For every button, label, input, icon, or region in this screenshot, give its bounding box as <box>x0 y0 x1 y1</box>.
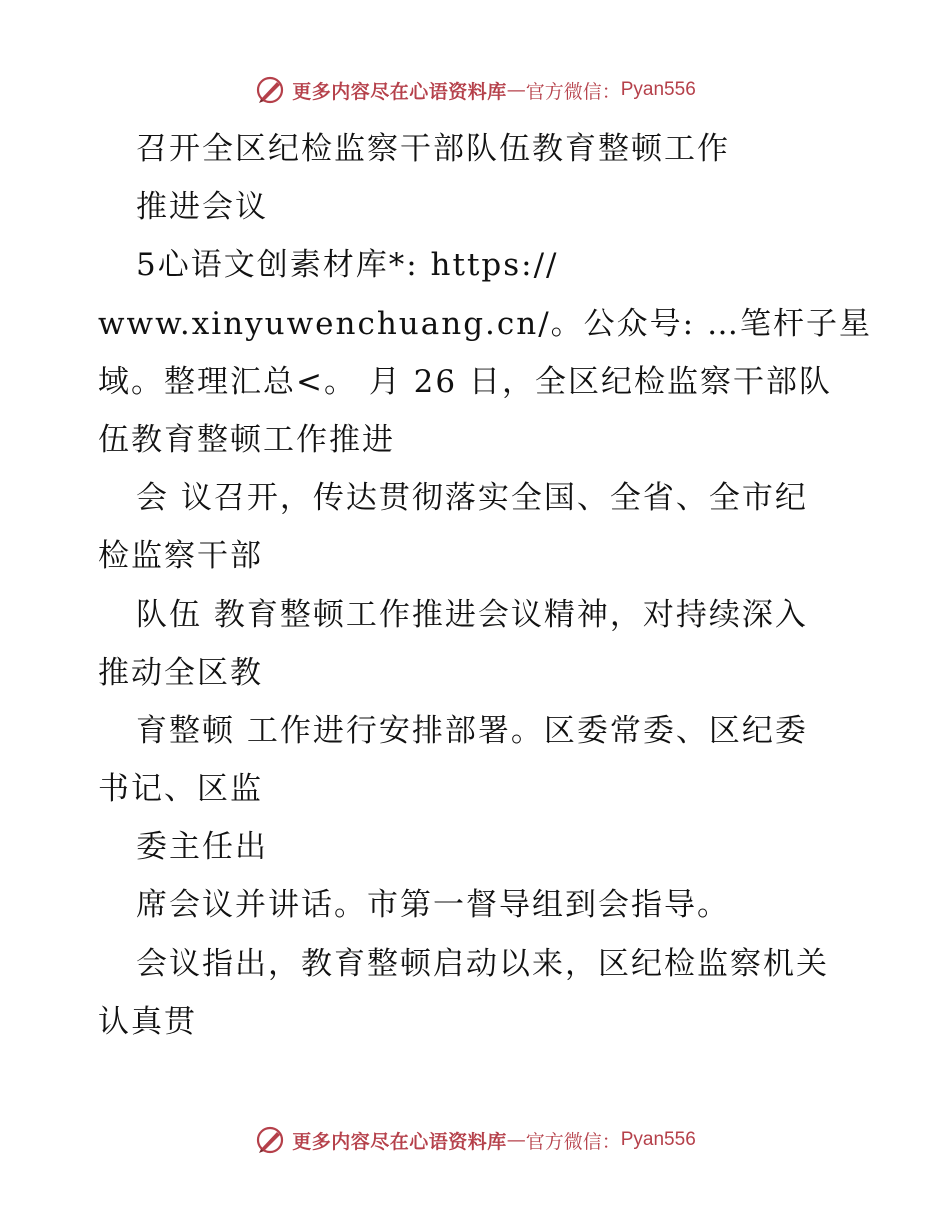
text-line: 会 议召开，传达贯彻落实全国、全省、全市纪 <box>136 480 808 517</box>
text-line: 域。整理汇总<。 月 26 日，全区纪检监察干部队 <box>98 363 832 400</box>
text-line: 检监察干部 <box>98 538 263 575</box>
text-line: 队伍 教育整顿工作推进会议精神，对持续深入 <box>136 596 808 633</box>
text-line: 席会议并讲话。市第一督导组到会指导。 <box>136 887 730 924</box>
pen-logo-icon <box>254 1124 286 1156</box>
text-line: 书记、区监 <box>98 771 263 808</box>
text-line: 认真贯 <box>98 1003 197 1040</box>
banner-wechat-label: 官方微信： <box>525 80 621 103</box>
banner-wechat-label: 官方微信： <box>525 1130 621 1153</box>
text-line: 育整顿 工作进行安排部署。区委常委、区纪委 <box>136 712 808 749</box>
text-line: 委主任出 <box>136 829 268 866</box>
text-line: 伍教育整顿工作推进 <box>98 421 395 458</box>
text-line: 5心语文创素材库*: https:// <box>136 247 559 284</box>
banner-wechat-id: Pyan556 <box>620 79 696 100</box>
banner-text: 更多内容尽在心语资料库 <box>292 80 507 103</box>
banner-separator: — <box>506 1129 526 1151</box>
footer-banner <box>0 1122 950 1158</box>
text-line: 会议指出，教育整顿启动以来，区纪检监察机关 <box>136 945 829 982</box>
header-banner <box>0 72 950 108</box>
banner-text: 更多内容尽在心语资料库 <box>292 1130 507 1153</box>
text-line: 推进会议 <box>136 189 268 226</box>
text-line: www.xinyuwenchuang.cn/。公众号: …笔杆子星 <box>98 305 872 342</box>
text-line: 召开全区纪检监察干部队伍教育整顿工作 <box>136 131 730 167</box>
text-line: 推动全区教 <box>98 654 263 691</box>
pen-logo-icon <box>254 74 286 106</box>
banner-separator: — <box>506 79 526 101</box>
document-body <box>98 120 872 1051</box>
banner-wechat-id: Pyan556 <box>620 1129 696 1150</box>
